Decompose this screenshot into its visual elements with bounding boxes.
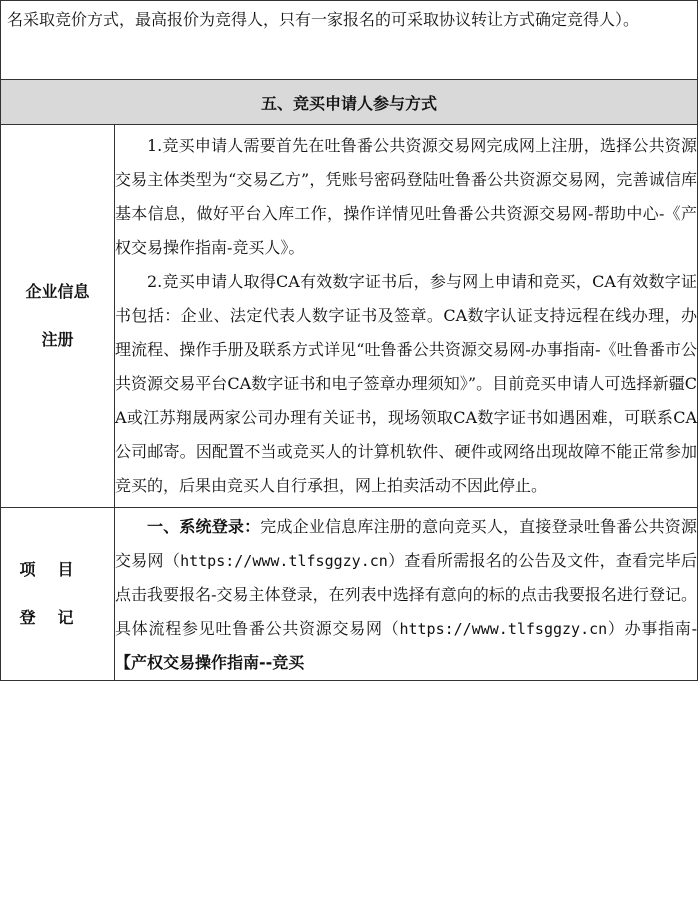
row-enterprise-registration: [1, 125, 698, 508]
label-enterprise-registration: [1, 125, 115, 508]
url-link-1[interactable]: https://www.tlfsggzy.cn: [180, 552, 388, 570]
row-continuation: [1, 1, 698, 80]
label-line-1: 企业信息: [25, 282, 90, 301]
section-title: 五、竞买申请人参与方式: [1, 80, 698, 125]
guide-title-bold: 【产权交易操作指南--竞买: [115, 653, 305, 672]
project-text-b: ）查看所需报名的公告及文件，查看完毕后点击我要报名-交易主体登录，在列表中选择有意向的标的点击我要报名进行登记。具体流程参见吐鲁番公共资源交易网（: [115, 551, 697, 638]
label-line-2: 登记: [19, 608, 96, 627]
label-line-2: 注册: [41, 330, 74, 349]
project-text-c: ）办事指南-: [607, 619, 697, 638]
project-content: [115, 508, 698, 681]
registration-content: [115, 125, 698, 508]
url-link-2[interactable]: https://www.tlfsggzy.cn: [399, 620, 608, 638]
registration-paragraph-1: 1.竞买申请人需要首先在吐鲁番公共资源交易网完成网上注册，选择公共资源交易主体类型为“交易乙方”，凭账号密码登陆吐鲁番公共资源交易网，完善诚信库基本信息，做好平台入库工作，操作详情见吐鲁番公共资源交易网-帮助中心-《产权交易操作指南-竞买人》。: [115, 136, 697, 257]
section-header-row: [1, 80, 698, 125]
lead-heading: 一、系统登录：: [147, 517, 261, 536]
continuation-text: 名采取竞价方式，最高报价为竞得人，只有一家报名的可采取协议转让方式确定竞得人）。: [1, 1, 698, 80]
label-project-registration: [1, 508, 115, 681]
project-paragraph: [115, 510, 697, 680]
row-project-registration: [1, 508, 698, 681]
label-line-1: 项目: [19, 560, 96, 579]
project-text-a: 完成企业信息库注册的意向竞买人，直接登录吐鲁番公共资源交易网（: [115, 517, 697, 570]
registration-paragraph-2: 2.竞买申请人取得CA有效数字证书后，参与网上申请和竞买，CA有效数字证书包括：企业、法定代表人数字证书及签章。CA数字认证支持远程在线办理，办理流程、操作手册及联系方式详见“吐鲁番公共资源交易网-办事指南-《吐鲁番市公共资源交易平台CA数字证书和电子签章办理须知》”。目前竞买申请人可选择新疆CA或江苏翔晟两家公司办理有关证书，现场领取CA数字证书如遇困难，可联系CA公司邮寄。因配置不当或竞买人的计算机软件、硬件或网络出现故障不能正常参加竞买的，后果由竞买人自行承担，网上拍卖活动不因此停止。: [115, 272, 697, 495]
